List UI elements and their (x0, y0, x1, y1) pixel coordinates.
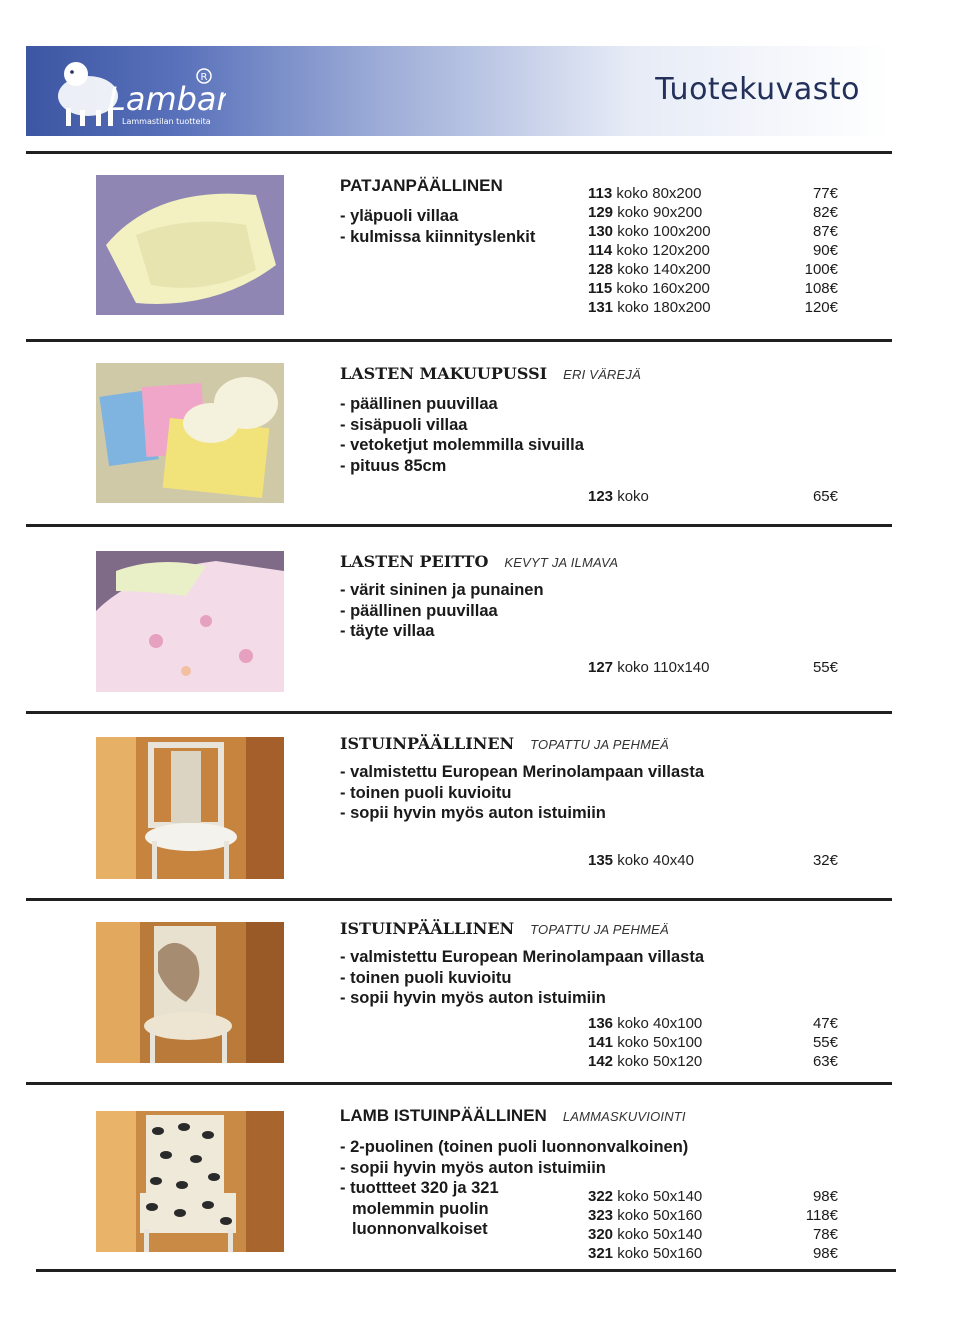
product-code: 128 (588, 261, 614, 278)
product-code: 142 (588, 1053, 614, 1070)
product-price: 98€ (812, 1188, 838, 1205)
price-row (588, 1187, 838, 1206)
product-name: ISTUINPÄÄLLINEN (340, 734, 515, 753)
product-price: 90€ (812, 242, 838, 259)
price-row (588, 241, 838, 260)
feature-item: - päällinen puuvillaa (340, 395, 498, 413)
product-price: 77€ (812, 185, 838, 202)
feature-list (340, 206, 535, 247)
page-title: Tuotekuvasto (655, 72, 860, 107)
feature-item: - sopii hyvin myös auton istuimiin (340, 804, 606, 822)
feature-item: molemmin puolin (352, 1199, 489, 1218)
feature-item: - sopii hyvin myös auton istuimiin (340, 1158, 606, 1177)
product-code: 320 (588, 1226, 614, 1243)
feature-item: - kulmissa kiinnityslenkit (340, 227, 536, 246)
product-price: 55€ (812, 659, 838, 676)
product-code: 130 (588, 223, 614, 240)
price-row (588, 184, 838, 203)
price-list (588, 1187, 838, 1263)
product-price: 32€ (812, 852, 838, 869)
child-blanket-photo (96, 551, 284, 692)
product-size: koko 50x100 (617, 1034, 703, 1051)
product-code: 141 (588, 1034, 614, 1051)
product-size: koko 90x200 (617, 204, 703, 221)
product-price: 82€ (812, 204, 838, 221)
product-price: 65€ (812, 488, 838, 505)
product-name: ISTUINPÄÄLLINEN (340, 919, 515, 938)
product-price: 100€ (804, 261, 838, 278)
product-price: 118€ (805, 1207, 838, 1224)
product-size: koko 50x160 (617, 1245, 703, 1262)
price-row (588, 1052, 838, 1071)
price-row (588, 1206, 838, 1225)
lambar-logo (36, 52, 226, 132)
price-row (588, 222, 838, 241)
mattress-cover-photo (96, 175, 284, 315)
product-code: 114 (588, 242, 613, 259)
product-size: koko (617, 488, 649, 505)
sleeping-bag-photo (96, 363, 284, 503)
price-list (588, 851, 838, 870)
product-code: 131 (588, 299, 614, 316)
feature-item: - sisäpuoli villaa (340, 415, 468, 434)
product-code: 129 (588, 204, 614, 221)
product-note: LAMMASKUVIOINTI (562, 1109, 686, 1124)
product-name: LAMB ISTUINPÄÄLLINEN (340, 1106, 547, 1125)
divider (26, 711, 892, 714)
divider (26, 1082, 892, 1085)
product-size: koko 100x200 (617, 223, 711, 240)
product-size: koko 50x140 (617, 1226, 703, 1243)
product-name: LASTEN MAKUUPUSSI (340, 364, 548, 383)
product-size: koko 160x200 (616, 280, 710, 297)
feature-item: luonnonvalkoiset (352, 1220, 488, 1238)
logo-text: Lambar (108, 80, 226, 118)
product-note: KEVYT JA ILMAVA (504, 555, 619, 570)
divider (26, 151, 892, 154)
product-name: LASTEN PEITTO (340, 552, 489, 571)
seat-cover-photo (96, 737, 284, 879)
feature-item: - valmistettu European Merinolampaan villasta (340, 763, 705, 781)
product-price: 63€ (812, 1053, 838, 1070)
price-row (588, 260, 838, 279)
product-note: TOPATTU JA PEHMEÄ (530, 737, 669, 752)
price-list (588, 658, 838, 677)
feature-list (340, 580, 544, 642)
divider (36, 1269, 896, 1272)
product-price: 87€ (812, 223, 838, 240)
price-row (588, 1033, 838, 1052)
feature-item: - 2-puolinen (toinen puoli luonnonvalkoinen) (340, 1138, 689, 1156)
feature-list (340, 394, 584, 476)
price-row (588, 1244, 838, 1263)
product-code: 127 (588, 659, 614, 676)
product-price: 120€ (804, 299, 838, 316)
feature-list (340, 762, 704, 824)
product-price: 47€ (812, 1015, 838, 1032)
price-list (588, 1014, 838, 1071)
logo-tagline: Lammastilan tuotteita (122, 117, 211, 126)
product-size: koko 50x120 (617, 1053, 703, 1070)
product-code: 323 (588, 1207, 614, 1224)
product-size: koko 110x140 (617, 659, 710, 676)
feature-item: - toinen puoli kuvioitu (340, 968, 512, 987)
feature-item: - sopii hyvin myös auton istuimiin (340, 989, 606, 1007)
price-list (588, 184, 838, 317)
feature-item: - pituus 85cm (340, 456, 447, 475)
product-size: koko 180x200 (617, 299, 711, 316)
price-row (588, 279, 838, 298)
divider (26, 898, 892, 901)
feature-item: - värit sininen ja punainen (340, 581, 544, 599)
price-row (588, 851, 838, 870)
product-note: ERI VÄREJÄ (563, 367, 641, 382)
product-code: 115 (588, 280, 613, 297)
feature-item: - toinen puoli kuvioitu (340, 783, 512, 802)
product-size: koko 50x160 (617, 1207, 703, 1224)
product-size: koko 80x200 (616, 185, 702, 202)
product-code: 135 (588, 852, 614, 869)
product-name: PATJANPÄÄLLINEN (340, 176, 503, 195)
product-size: koko 50x140 (617, 1188, 703, 1205)
divider (26, 339, 892, 342)
product-price: 78€ (812, 1226, 838, 1243)
price-row (588, 203, 838, 222)
logo-registered: R (200, 72, 208, 83)
feature-item: - täyte villaa (340, 622, 435, 640)
product-code: 123 (588, 488, 614, 505)
feature-item: - tuottteet 320 ja 321 (340, 1179, 499, 1197)
product-price: 55€ (812, 1034, 838, 1051)
product-price: 98€ (812, 1245, 838, 1262)
product-size: koko 120x200 (616, 242, 710, 259)
seat-cover-long-photo (96, 922, 284, 1063)
price-list (588, 487, 838, 506)
price-row (588, 298, 838, 317)
product-price: 108€ (804, 280, 838, 297)
product-note: TOPATTU JA PEHMEÄ (530, 922, 669, 937)
product-code: 322 (588, 1188, 614, 1205)
price-row (588, 658, 838, 677)
price-row (588, 1014, 838, 1033)
product-size: koko 140x200 (617, 261, 711, 278)
feature-item: - vetoketjut molemmilla sivuilla (340, 436, 584, 454)
feature-item: - yläpuoli villaa (340, 207, 459, 225)
product-code: 136 (588, 1015, 614, 1032)
product-size: koko 40x40 (617, 852, 694, 869)
price-row (588, 487, 838, 506)
lamb-seat-cover-photo (96, 1111, 284, 1252)
product-code: 113 (588, 185, 613, 202)
price-row (588, 1225, 838, 1244)
divider (26, 524, 892, 527)
feature-item: - päällinen puuvillaa (340, 601, 498, 620)
product-size: koko 40x100 (617, 1015, 703, 1032)
feature-item: - valmistettu European Merinolampaan villasta (340, 948, 705, 966)
product-code: 321 (588, 1245, 614, 1262)
feature-list (340, 947, 704, 1009)
